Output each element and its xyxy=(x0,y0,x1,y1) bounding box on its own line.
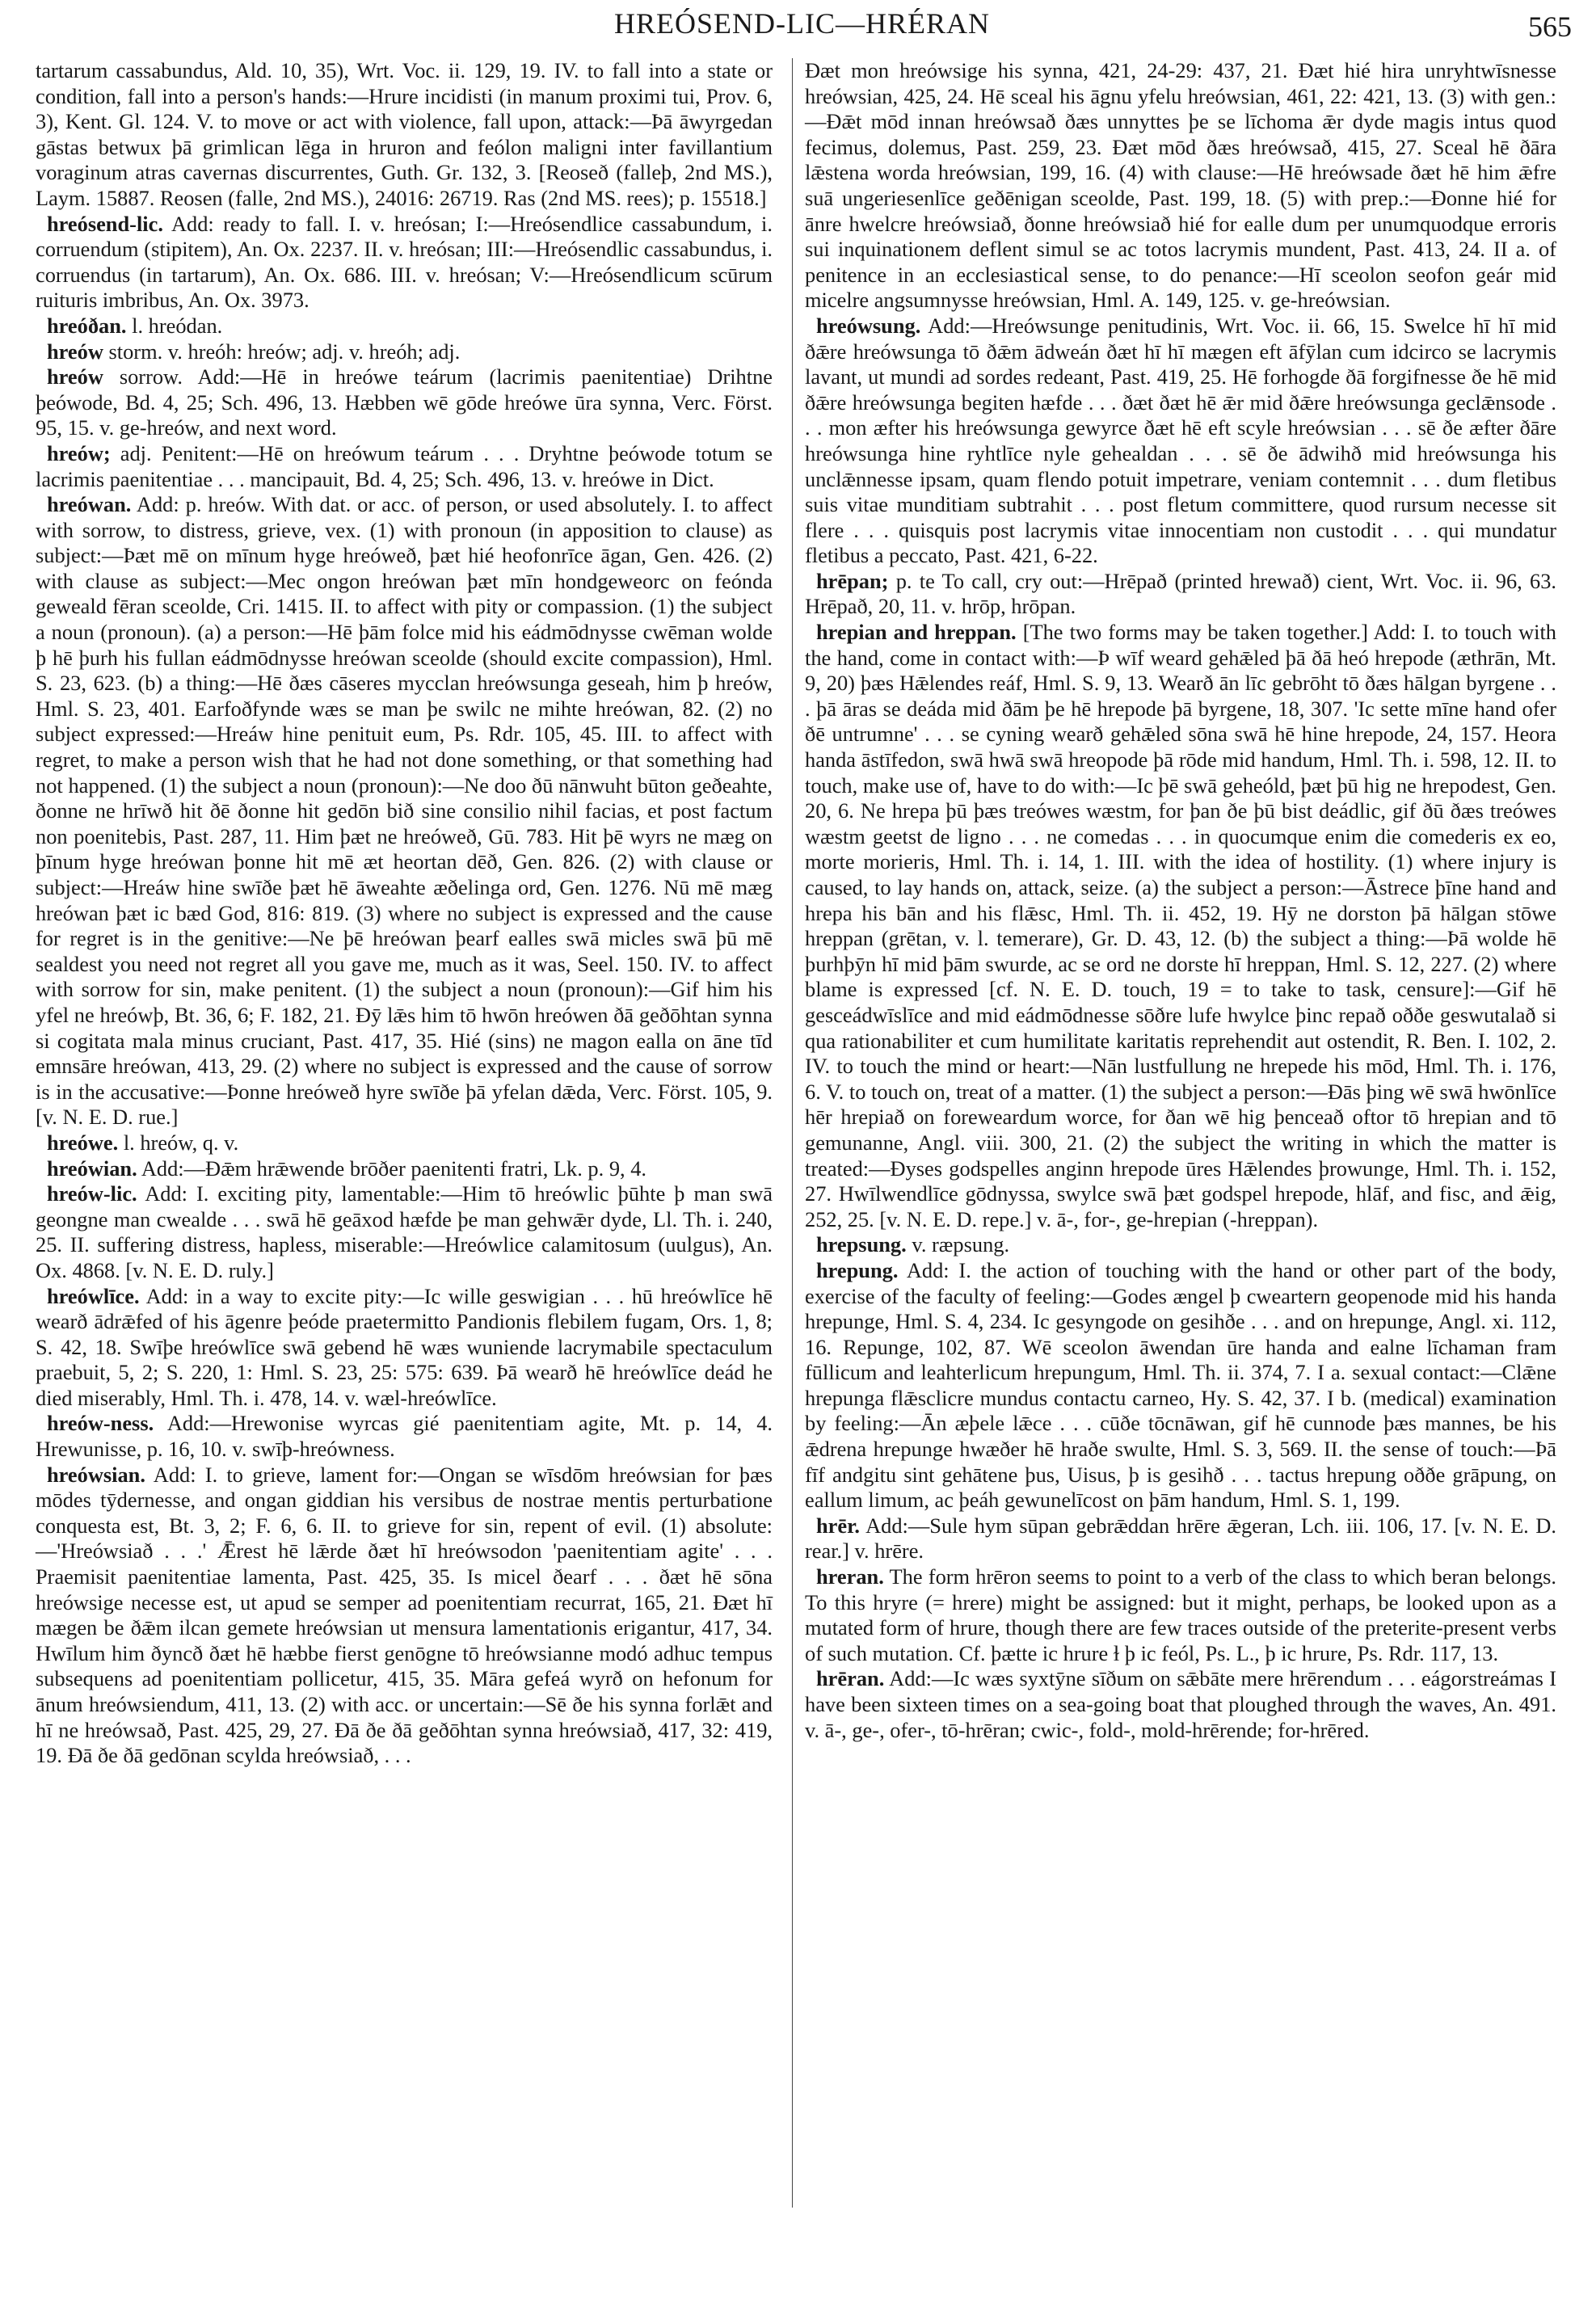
entry-body: Add: I. the action of touching with the hand or other part of the body, exercise of the faculty of feeling:—Godes ængel þ cweartern geopenode mid his handa hrepunge, Hml. S. 4, 234. Ic gesyngode on gesihðe . . . and on hrepunge, Angl. xi. 112, 16. Repunge, 102, 87. Wē sceolon āwendan ūre handa and ealne līchaman fram fūllicum and leahterlicum hrepungum, Hml. Th. ii. 374, 7. I a. sexual contact:—Clǣne hrepunga flǣsclicre mundus contactu carneo, Hy. S. 42, 37. I b. (medical) examination by feeling:—Ān æþele lǣce . . . cūðe tōcnāwan, gif hē cunnode þæs mannes, be his ǣdrena hrepunge hwæðer hē hraðe swulte, Hml. S. 3, 569. II. the sense of touch:—Þā fīf andgitu sint gehātene þus, Uisus, þ is gesihð . . . tactus hrepung oððe grāpung, on eallum limum, ac þeáh gewunelīcost on þām handum, Hml. S. 1, 199. xyxy=(805,1257,1556,1513)
dictionary-entry xyxy=(36,339,773,365)
dictionary-entry xyxy=(36,1411,773,1462)
dictionary-entry xyxy=(36,1130,773,1156)
entry-headword: hreów; xyxy=(47,440,111,465)
entry-body: p. te To call, cry out:—Hrēpað (printed hrewað) cient, Wrt. Voc. ii. 96, 63. Hrēpað, 20, 11. v. hrōp, hrōpan. xyxy=(805,568,1556,619)
entry-headword: hreów-ness. xyxy=(47,1411,154,1436)
page-number: 565 xyxy=(1528,11,1572,43)
running-title: HREÓSEND-LIC—HRÉRAN xyxy=(614,7,990,40)
entry-body: Add:—Hrewonise wyrcas gié paenitentiam agite, Mt. p. 14, 4. Hrewunisse, p. 16, 10. v. swīþ-hreówness. xyxy=(36,1411,773,1462)
entry-headword: hreóðan. xyxy=(47,313,127,338)
entry-headword: hreówian. xyxy=(47,1156,137,1181)
dictionary-entry xyxy=(36,314,773,339)
entry-headword: hrēran. xyxy=(816,1666,885,1691)
dictionary-entry xyxy=(36,1463,773,1769)
dictionary-entry xyxy=(36,1156,773,1182)
entry-headword: hreówsian. xyxy=(47,1462,145,1487)
page-header xyxy=(32,6,1572,47)
dictionary-entry xyxy=(36,1284,773,1412)
entry-headword: hrēpan; xyxy=(816,568,889,593)
right-column xyxy=(805,58,1556,1743)
dictionary-entry xyxy=(36,58,773,212)
dictionary-entry xyxy=(36,364,773,441)
dictionary-entry xyxy=(36,441,773,492)
entry-body: v. ræpsung. xyxy=(912,1232,1010,1257)
entry-headword: hrepsung. xyxy=(816,1232,907,1257)
dictionary-entry xyxy=(36,492,773,1130)
entry-headword: hrepian and hreppan. xyxy=(816,620,1017,645)
entry-body: Add:—Ðǣm hrǣwende brōðer paenitenti fratri, Lk. p. 9, 4. xyxy=(141,1156,647,1181)
entry-body: Add:—Sule hym sūpan gebrǣddan hrēre ǣgeran, Lch. iii. 106, 17. [v. N. E. D. rear.] v. hrēre. xyxy=(805,1513,1556,1564)
entry-headword: hreówan. xyxy=(47,492,132,517)
entry-headword: hreów xyxy=(47,364,103,389)
entry-body: tartarum cassabundus, Ald. 10, 35), Wrt. Voc. ii. 129, 19. IV. to fall into a state or condition, fall into a person's hands:—Hrure incidisti (in manum proximi tui, Prov. 6, 3), Kent. Gl. 124. V. to move or act with violence, fall upon, attack:—Þā āwyrgedan gāstas betwux þā grimlican lēga in hruron and feólon maligni inter favillantium voraginum atras cavernas discurrentes, Guth. Gr. 132, 3. [Reoseð (falleþ, 2nd MS.), Laym. 15887. Reosen (falle, 2nd MS.), 24016: 26719. Ras (2nd MS. rees); p. 15518.] xyxy=(36,58,773,210)
entry-headword: hreósend-lic. xyxy=(47,211,163,236)
dictionary-entry xyxy=(805,58,1556,314)
entry-body: l. hreów, q. v. xyxy=(123,1130,239,1155)
entry-body: adj. Penitent:—Hē on hreówum teárum . . . Dryhtne þeówode totum se lacrimis paenitentiae . . . mancipauit, Bd. 4, 25; Sch. 496, 13. v. hreówe in Dict. xyxy=(36,440,773,491)
dictionary-entry xyxy=(805,314,1556,569)
dictionary-entry xyxy=(805,1564,1556,1666)
entry-body: Add:—Hreówsunge penitudinis, Wrt. Voc. ii. 66, 15. Swelce hī hī mid ðǣre hreówsunga tō ðǣm ādweán ðæt hī hī mægen eft āfȳlan cum idcirco se lacrymis lavant, ut mundi ad sordes redeant, Past. 419, 25. Hē forhogde ðā forgifnesse ðe hē mid ðǣre hreówsunga begiten hæfde . . . ðæt ðæt hē ǣr mid ðǣre hreówsunga geclǣnsode . . . mon æfter his hreówsunga gewyrce ðæt hē eft scyle hreówsian . . . sē ðe æfter ðāre hreówsunga hine ryhtlīce nyle gehealdan . . . sē ðe ādwihð mid hreówsunga his unclǣnnesse ipsam, quam flendo potuit impetrare, veniam contemnit . . . dum fletibus suis vitae munditiam subtrahit . . . post fletum committere, quod rursum necesse sit flere . . . quisquis post lacrymis vitae innocentiam non custodit . . . qui mundatur fletibus a peccato, Past. 421, 6-22. xyxy=(805,313,1556,568)
dictionary-entry xyxy=(36,1181,773,1283)
entry-body: Add: I. to grieve, lament for:—Ongan se wīsdōm hreówsian for þæs mōdes tȳdernesse, and ongan giddian his versibus de nostrae mentis perturbatione conquesta est, Bt. 3, 2; F. 6, 6. II. to grieve for sin, repent of evil. (1) absolute:—'Hreówsiað . . .' Ǣrest hē lǣrde ðæt hī hreówsodon 'paenitentiam agite' . . . Praemisit paenitentiae lamenta, Past. 425, 35. Is micel ðearf . . . ðæt hē sōna hreówsige necesse est, ut apud se semper ad poenitentiam recurrat, 165, 21. Ðæt hī mægen be ðǣm ilcan gemete hreówsian ut mensura lamentationis erigantur, 417, 34. Hwīlum him ðyncð ðæt hē hæbbe fierst genōgne tō hreówsianne modó adhuc tempus subsequens ad poenitentiam pollicetur, 415, 35. Māra gefeá wyrð on hefonum for ānum hreówsiendum, 411, 13. (2) with acc. or uncertain:—Sē ðe his synna forlǣt and hī ne hreówsað, Past. 425, 29, 27. Ðā ðe ðā geðōhtan synna hreówsiað, 417, 32: 419, 19. Ðā ðe ðā gedōnan scylda hreówsiað, . . . xyxy=(36,1462,773,1768)
dictionary-entry xyxy=(36,212,773,314)
column-divider xyxy=(792,58,793,2208)
left-column xyxy=(36,58,773,1769)
entry-body: Add:—Ic wæs syxtȳne sīðum on sǣbāte mere hrērendum . . . eágorstreámas I have been sixteen times on a sea-going boat that ploughed through the waves, An. 491. v. ā-, ge-, ofer-, tō-hrēran; cwic-, fold-, mold-hrērende; for-hrēred. xyxy=(805,1666,1556,1742)
entry-body: Add: p. hreów. With dat. or acc. of person, or used absolutely. I. to affect with sorrow, to distress, grieve, vex. (1) with pronoun (in apposition to clause) as subject:—Þæt mē on mīnum hyge hreóweð, þæt hié heofonrīce āgan, Gen. 426. (2) with clause as subject:—Mec ongon hreówan þæt mīn hondgeweorc on feónda geweald fēran sceolde, Cri. 1415. II. to affect with pity or compassion. (1) the subject a noun (pronoun). (a) a person:—Hē þām folce mid his eádmōdnysse cwēman wolde þ hē þurh his fullan eádmōdnysse hreówan sceolde (should excite compassion), Hml. S. 23, 623. (b) a thing:—Hē ðæs cāseres mycclan hreówsunga geseah, him þ hreów, Hml. S. 23, 401. Earfoðfynde wæs se man þe swilc ne mihte hreówan, 82. (2) no subject expressed:—Hreáw hine penituit eum, Ps. Rdr. 105, 45. III. to affect with regret, to make a person wish that he had not done something, or that something had not happened. (1) the subject a noun (pronoun):—Ne doo ðū nānwuht būton geðeahte, ðonne ne hrīwð hit ðē ðonne hit gedōn bið sine consilio nihil facias, et post factum non poenitebis, Past. 287, 11. Him þæt ne hreóweð, Gū. 783. Hit þē wyrs ne mæg on þīnum hyge hreówan þonne hit mē æt heortan dēð, Gen. 826. (2) with clause or subject:—Hreáw hine swīðe þæt hē āweahte æðelinga ord, Gen. 1276. Nū mē mæg hreówan þæt ic bæd God, 816: 819. (3) where no subject is expressed and the cause for regret is in the genitive:—Ne þē hreówan þearf ealles swā micles swā þū mē sealdest you need not regret all you gave me, much as it was, Seel. 150. IV. to affect with sorrow for sin, make penitent. (1) the subject a noun (pronoun):—Gif him his yfel ne hreówþ, Bt. 36, 6; F. 182, 21. Ðȳ lǣs him tō hwōn hreówen ðā geðōhtan synna si cogitata mala minus cruciant, Past. 417, 35. Hié (sins) ne magon ealla on āne tīd emnsāre hreówan, 413, 29. (2) where no subject is expressed and the cause of sorrow is in the accusative:—Þonne hreóweð hyre swīðe þā yfelan dǣda, Verc. Först. 105, 9. [v. N. E. D. rue.] xyxy=(36,492,773,1130)
entry-body: storm. v. hreóh: hreów; adj. v. hreóh; adj. xyxy=(108,339,461,364)
entry-headword: hreran. xyxy=(816,1564,884,1589)
entry-headword: hreówlīce. xyxy=(47,1283,140,1308)
entry-body: [The two forms may be taken together.] Add: I. to touch with the hand, come in contact with:—Þ wīf weard gehǣled þā ðā heó hrepode (æthrān, Mt. 9, 20) þæs Hǣlendes reáf, Hml. S. 9, 13. Wearð ān līc gebrōht tō ðæs hālgan byrgene . . . þā āras se deáda mid ðām þe hē hrepode þā byrgene, 18, 307. 'Ic sette mīne hand ofer ðē untrumne' . . . se cyning wearð gehǣled sōna swā hē hine hrepode, 24, 157. Heora handa āstīfedon, swā hwā swā hreopode þā rōde mid handum, Hml. Th. i. 598, 12. II. to touch, make use of, have to do with:—Ic þē swā geheóld, þæt þū hig ne hrepodest, Gen. 20, 6. Ne hrepa þū þæs treówes wæstm, for þan ðe þū bist deádlic, gif ðū ðæs treówes wæstm geetst de ligno . . . ne comedas . . . in quocumque enim die comederis ex eo, morte morieris, Hml. Th. i. 14, 1. III. with the idea of hostility. (1) where injury is caused, to lay hands on, attack, seize. (a) the subject a person:—Āstrece þīne hand and hrepa his bān and his flǣsc, Hml. Th. ii. 452, 19. Hȳ ne dorston þā hālgan stōwe hreppan (grētan, v. l. temerare), Gr. D. 43, 12. (b) the subject a thing:—Þā wolde hē þurhþȳn hī mid þām swurde, ac se ord ne dorste hī hreppan, Hml. S. 12, 227. (2) where blame is expressed [cf. N. E. D. touch, 19 = to take to task, censure]:—Gif hē gesceádwīslīce and mid eádmōdnesse sōðre lufe hwylce þinc repað oððe geswutalað si qua rationabiliter et cum humilitate karitatis reprehendit aut ostendit, R. Ben. I. 102, 2. IV. to touch the mind or heart:—Nān lustfullung ne hrepede his mōd, Hml. Th. i. 176, 6. V. to touch on, treat of a matter. (1) the subject a person:—Ðās þing wē swā hwōnlīce hēr hrepiað on foreweardum worce, for ðan wē hig þenceað oftor tō hrepian and tō gemunanne, Angl. viii. 300, 21. (2) the subject the writing in which the matter is treated:—Ðyses godspelles anginn hrepode ūres Hǣlendes þrowunge, Hml. Th. i. 152, 27. Hwīlwendlīce gōdnyssa, swylce swā þæt godspel hrepode, hlāf, and fisc, and ǣig, 252, 25. [v. N. E. D. repe.] v. ā-, for-, ge-hrepian (-hreppan). xyxy=(805,620,1556,1231)
entry-body: Add: ready to fall. I. v. hreósan; I:—Hreósendlice cassabundum, i. corruendum (stipitem), An. Ox. 2237. II. v. hreósan; III:—Hreósendlic cassabundus, i. corruendus (in tartarum), An. Ox. 686. III. v. hreósan; V:—Hreósendlicum scūrum ruituris imbribus, An. Ox. 3973. xyxy=(36,211,773,313)
dictionary-entry xyxy=(805,1666,1556,1743)
entry-headword: hreów-lic. xyxy=(47,1181,137,1206)
entry-body: l. hreódan. xyxy=(132,313,223,338)
entry-body: sorrow. Add:—Hē in hreówe teárum (lacrimis paenitentiae) Drihtne þeówode, Bd. 4, 25; Sch. 496, 13. Hæbben wē gōde hreówe ūra synna, Verc. Först. 95, 15. v. ge-hreów, and next word. xyxy=(36,364,773,440)
dictionary-entry xyxy=(805,569,1556,620)
entry-body: The form hrēron seems to point to a verb of the class to which beran belongs. To this hryre (= hrere) might be assigned: but it might, perhaps, be looked upon as a mutated form of hrure, though there are few traces outside of the preterite-present verbs of such mutation. Cf. þætte ic hrure ɫ þ ic feól, Ps. L., þ ic hrure, Ps. Rdr. 117, 13. xyxy=(805,1564,1557,1665)
dictionary-entry xyxy=(805,1258,1556,1513)
dictionary-entry xyxy=(805,620,1556,1232)
entry-body: Add: in a way to excite pity:—Ic wille geswigian . . . hū hreówlīce hē wearð ādrǣfed of his āgenre þeóde praetermitto Pandionis flebilem fugam, Ors. 1, 8; S. 42, 18. Swīþe hreówlīce swā gebend hē wæs wuniende lacrymabile spectaculum praebuit, 5, 2; S. 220, 1: Hml. S. 23, 25: 575: 639. Þā wearð hē hreówlīce deád he died miserably, Hml. Th. i. 478, 14. v. wæl-hreówlīce. xyxy=(36,1283,773,1410)
entry-headword: hrēr. xyxy=(816,1513,860,1538)
entry-headword: hreówe. xyxy=(47,1130,119,1155)
entry-headword: hreów xyxy=(47,339,103,364)
dictionary-entry xyxy=(805,1513,1556,1564)
entry-headword: hreówsung. xyxy=(816,313,921,338)
entry-headword: hrepung. xyxy=(816,1257,899,1282)
entry-body: Ðæt mon hreówsige his synna, 421, 24-29: 437, 21. Ðæt hié hira unryhtwīsnesse hreówsian, 425, 24. Hē sceal his āgnu yfelu hreówsian, 461, 22: 421, 13. (3) with gen.:—Ðǣt mōd innan hreówsað ðæs unnyttes þe se līchoma ǣr dyde magis intus quod fecimus, dolemus, Past. 259, 23. Ðæt mōd ðæs hreówsað, 415, 27. Sceal hē ðāra lǣstena worda hreówsian, 199, 16. (4) with clause:—Hē hreówsade ðæt hē him ǣfre suā ungeriesenlīce geðēnigan sceolde, Past. 199, 18. (5) with prep.:—Ðonne hié for ānre hwelcre hreówsiað, ðonne hreówsiað hié for ealle dum per unumquodque erroris sui inquinationem deflent simul se ac totos lacrymis mundent, Past. 413, 24. II a. of penitence in an ecclesiastical sense, to do penance:—Hī sceolon seofon geár mid micelre angsumnysse hreówsian, Hml. A. 149, 125. v. ge-hreówsian. xyxy=(805,58,1556,313)
entry-body: Add: I. exciting pity, lamentable:—Him tō hreówlic þūhte þ man swā geongne man cwealde . . . swā hē geāxod hæfde þe man gehwǣr dyde, Ll. Th. i. 240, 25. II. suffering distress, hapless, miserable:—Hreówlice calamitosum (uulgus), An. Ox. 4868. [v. N. E. D. ruly.] xyxy=(36,1181,773,1282)
dictionary-entry xyxy=(805,1232,1556,1258)
